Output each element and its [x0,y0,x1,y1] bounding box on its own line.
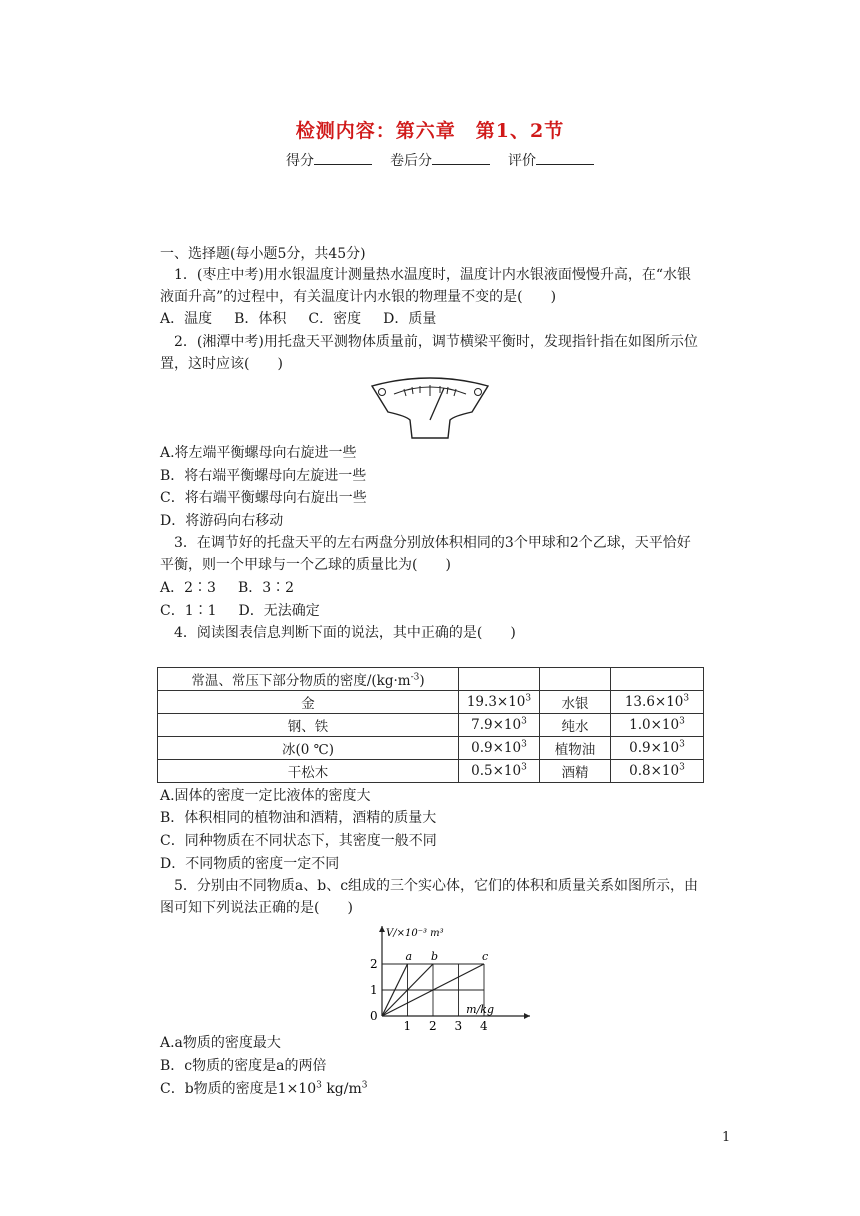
x-axis-arrow [524,1013,530,1019]
density-table [157,667,704,783]
origin-label: 0 [370,1009,378,1023]
y-axis-label: V/×10⁻³ m³ [386,928,444,939]
table-header: 常温、常压下部分物质的密度$/(kg\cdot m^{-3})$ [158,668,459,691]
q3-options-row2 [160,602,342,620]
table-row: 干松木 $0.5\times 10^3$ 酒精 $0.8\times 10^3$ [158,760,704,783]
q3-line2: 平衡，则一个甲球与一个乙球的质量比为( ) [160,557,451,573]
x-tick-label: 2 [429,1019,437,1030]
q3-option-a[interactable]: A．2∶3 [160,580,216,596]
score-line [286,150,594,170]
q2-option-d[interactable]: D．将游码向右移动 [160,513,284,529]
q5-option-a[interactable]: A.a物质的密度最大 [160,1035,281,1051]
q3-option-b[interactable]: B．3∶2 [237,580,295,596]
q1-option-a[interactable]: A．温度 [160,311,213,327]
y-axis-arrow [379,926,385,932]
q1-option-c[interactable]: C．密度 [308,311,362,327]
q5-line2: 图可知下列说法正确的是( ) [160,900,353,916]
q2-line1: 2．(湘潭中考)用托盘天平测物体质量前，调节横梁平衡时，发现指针指在如图所示位 [174,334,698,350]
x-tick-label: 1 [403,1019,412,1030]
table-header-row [158,668,704,691]
series-label-c: c [482,950,489,963]
q2-option-c[interactable]: C．将右端平衡螺母向右旋出一些 [160,490,367,506]
y-tick-label: 1 [370,983,378,997]
q2-option-b[interactable]: B．将右端平衡螺母向左旋进一些 [160,468,367,484]
q4-line1: 4．阅读图表信息判断下面的说法，其中正确的是( ) [174,625,516,641]
q1-line1: 1．(枣庄中考)用水银温度计测量热水温度时，温度计内水银液面慢慢升高，在“水银 [174,267,691,283]
balance-pointer-figure [368,374,492,440]
series-label-b: b [431,950,439,963]
q1-option-d[interactable]: D．质量 [383,311,437,327]
q2-line2: 置，这时应该( ) [160,356,283,372]
table-row: 冰(0 ℃) $0.9\times 10^3$ 植物油 $0.9\times 10^3$ [158,737,704,760]
q3-line1: 3．在调节好的托盘天平的左右两盘分别放体积相同的3个甲球和2个乙球，天平恰好 [174,535,691,551]
q5-line1: 5．分别由不同物质a、b、c组成的三个实心体，它们的体积和质量关系如图所示，由 [174,878,699,894]
q4-option-b[interactable]: B．体积相同的植物油和酒精，酒精的质量大 [160,810,437,826]
q4-option-c[interactable]: C．同种物质在不同状态下，其密度一般不同 [160,833,437,849]
q1-line2: 液面升高”的过程中，有关温度计内水银的物理量不变的是( ) [160,289,557,305]
volume-mass-chart [360,920,540,1030]
q2-option-a[interactable]: A.将左端平衡螺母向右旋进一些 [160,445,357,461]
table-row: 金 $19.3\times 10^3$ 水银 $13.6\times 10^3$ [158,691,704,714]
q5-option-b[interactable]: B．c物质的密度是a的两倍 [160,1058,327,1074]
table-row: 钢、铁 $7.9\times 10^3$ 纯水 $1.0\times 10^3$ [158,714,704,737]
q3-option-d[interactable]: D．无法确定 [238,603,320,619]
q4-option-d[interactable]: D．不同物质的密度一定不同 [160,856,340,872]
page-title: 检测内容：第六章 第1、2节 [295,120,565,142]
x-tick-label: 3 [454,1019,463,1030]
y-tick-label: 2 [370,957,378,971]
evaluation-field[interactable]: 评价 [508,150,594,170]
q5-option-c[interactable]: C．b物质的密度是$1\times 10^3$ $kg/m^3$ [160,1080,368,1097]
q1-option-b[interactable]: B．体积 [234,311,287,327]
series-label-a: a [405,950,413,963]
q4-option-a[interactable]: A.固体的密度一定比液体的密度大 [160,788,371,804]
q1-options [160,310,458,328]
page-number: 1 [722,1130,731,1145]
x-tick-label: 4 [480,1019,488,1030]
q3-option-c[interactable]: C．1∶1 [160,603,217,619]
score-field[interactable]: 得分 [286,150,372,170]
after-score-field[interactable]: 卷后分 [390,150,490,170]
section-heading: 一、选择题(每小题5分，共45分) [160,246,366,262]
x-axis-label: m/kg [466,1003,494,1016]
q3-options-row1 [160,579,316,597]
